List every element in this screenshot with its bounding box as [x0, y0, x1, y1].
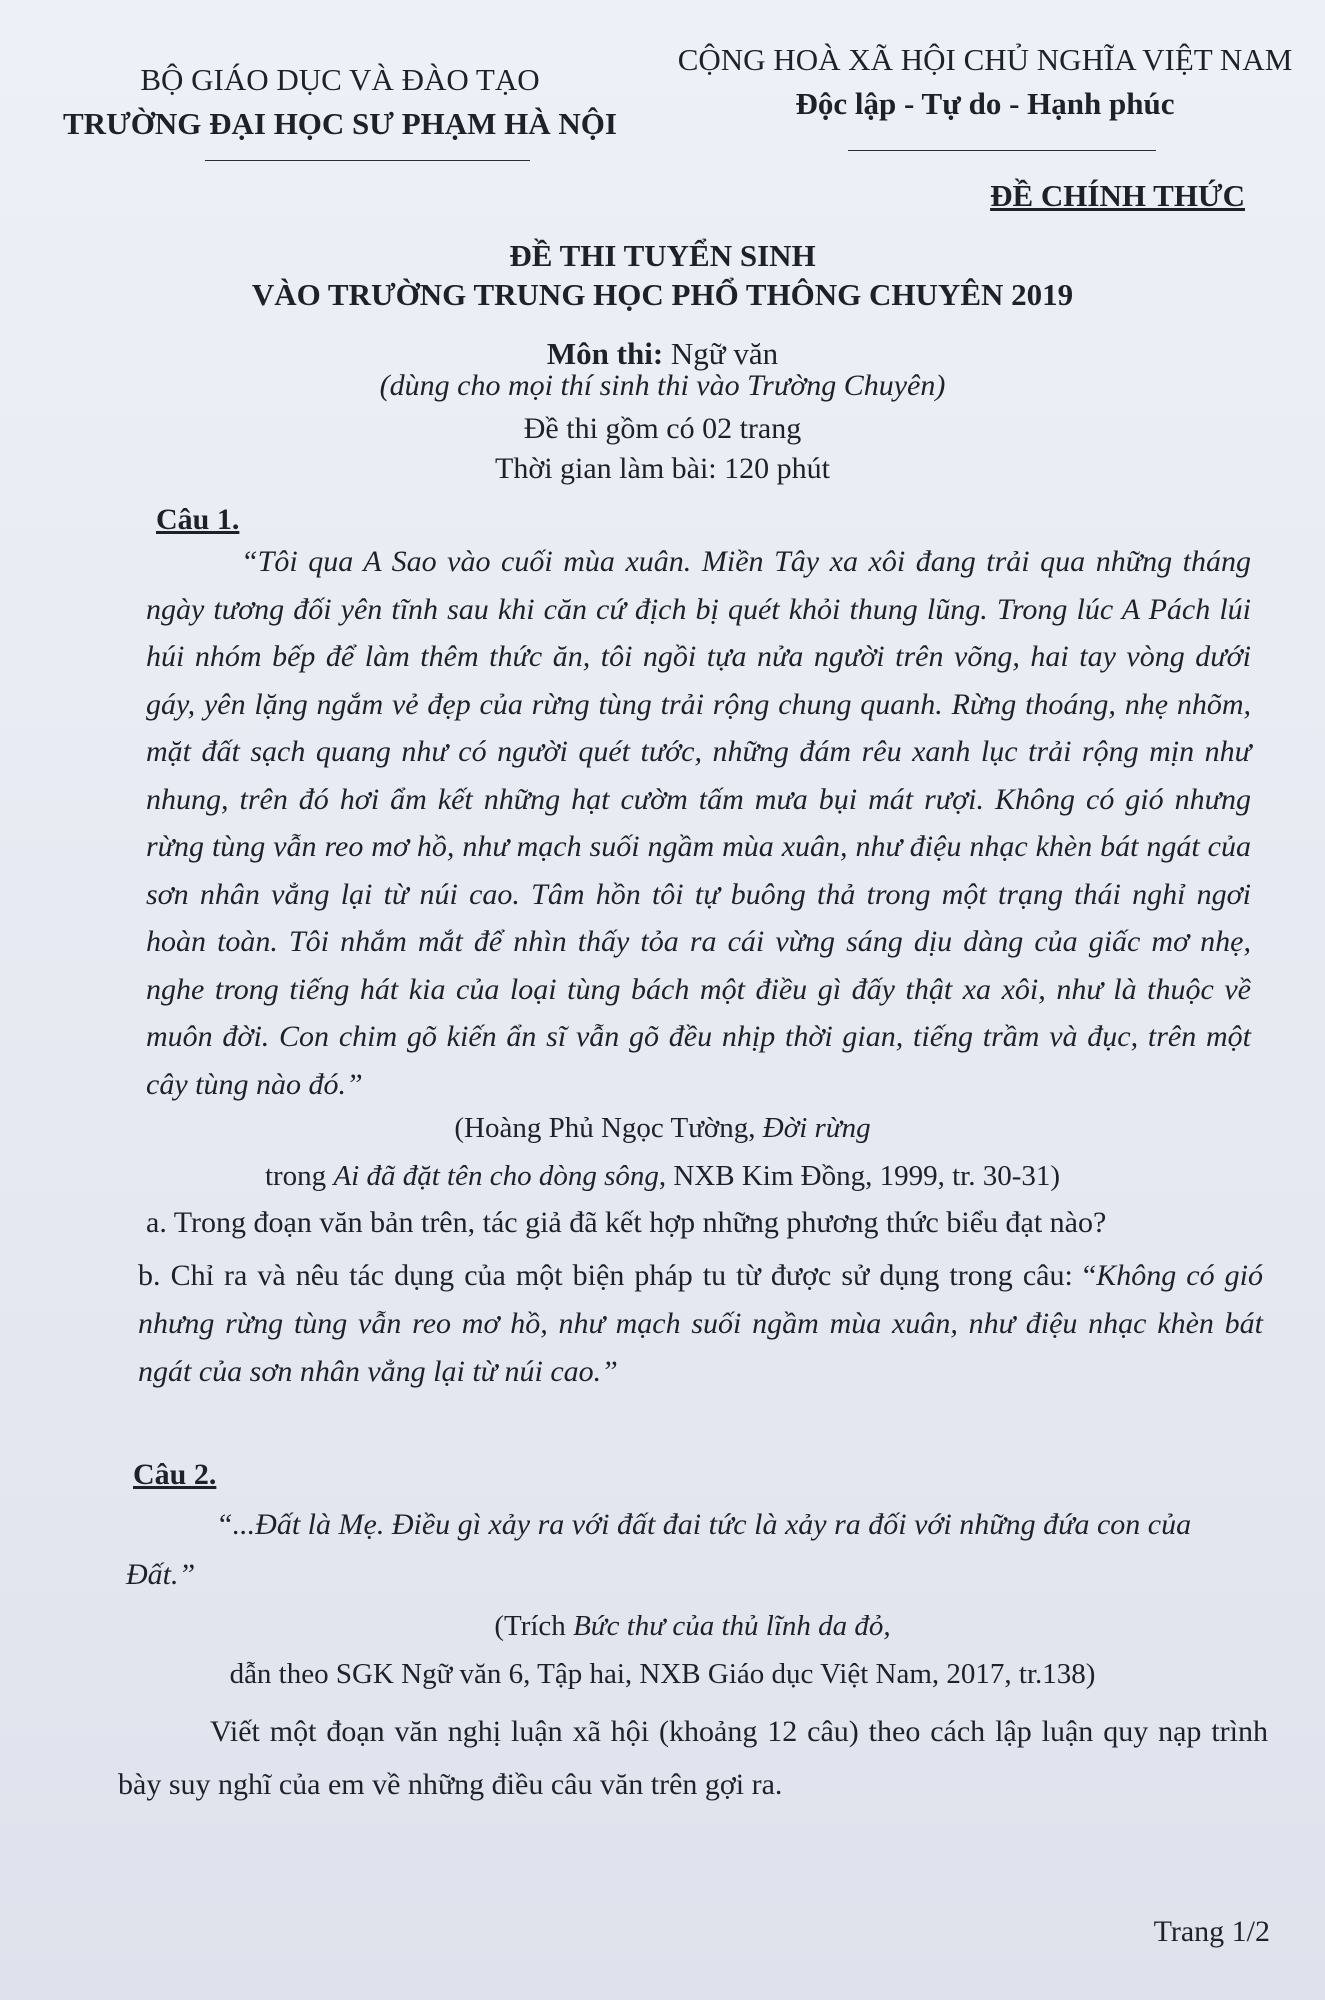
subject-value: Ngữ văn — [663, 336, 779, 371]
question1-source-line2 — [0, 1160, 1325, 1193]
header-right-rule — [848, 150, 1156, 151]
exam-time: Thời gian làm bài: 120 phút — [495, 452, 830, 485]
question2-heading: Câu 2. — [133, 1458, 217, 1491]
question2-task: Viết một đoạn văn nghị luận xã hội (khoảng 12 câu) theo cách lập luận quy nạp trình bày suy nghĩ của em về những điều câu văn trên gợi ra. — [118, 1715, 1268, 1801]
source-author: (Hoàng Phủ Ngọc Tường, — [454, 1112, 763, 1144]
part-b-quote: Không có gió nhưng rừng tùng vẫn reo mơ hồ, như mạch suối ngầm mùa xuân, như điệu nhạc khèn bát ngát của sơn nhân vẳng lại từ núi cao.” — [138, 1259, 1263, 1388]
question1-passage: “Tôi qua A Sao vào cuối mùa xuân. Miền Tây xa xôi đang trải qua những tháng ngày tương đối yên tĩnh sau khi căn cứ địch bị quét khỏi thung lũng. Trong lúc A Pách lúi húi nhóm bếp để làm thêm thức ăn, tôi ngồi tựa nửa người trên võng, hai tay vòng dưới gáy, yên lặng ngắm vẻ đẹp của rừng tùng trải rộng chung quanh. Rừng thoáng, nhẹ nhõm, mặt đất sạch quang như có người quét tước, những đám rêu xanh lục trải rộng mịn như nhung, trên đó hơi ẩm kết những hạt cườm tấm mưa bụi mát rượi. Không có gió nhưng rừng tùng vẫn reo mơ hồ, như mạch suối ngầm mùa xuân, như điệu nhạc khèn bát ngát của sơn nhân vẳng lại từ núi cao. Tâm hồn tôi tự buông thả trong một trạng thái nghỉ ngơi hoàn toàn. Tôi nhắm mắt để nhìn thấy tỏa ra cái vừng sáng dịu dàng của giấc mơ nhẹ, nghe trong tiếng hát kia của loại tùng bách một điều gì đấy thật xa xôi, như là thuộc về muôn đời. Con chim gõ kiến ẩn sĩ vẫn gõ đều nhịp thời gian, tiếng trầm và đục, trên một cây tùng nào đó.” — [146, 545, 1251, 1101]
question2-source-line2: dẫn theo SGK Ngữ văn 6, Tập hai, NXB Giáo dục Việt Nam, 2017, tr.138) — [229, 1658, 1096, 1690]
header-left — [60, 58, 620, 146]
question2-quote: “...Đất là Mẹ. Điều gì xảy ra với đất đai tức là xảy ra đối với những đứa con của Đất.” — [126, 1508, 1192, 1591]
exam-title-line2: VÀO TRƯỜNG TRUNG HỌC PHỔ THÔNG CHUYÊN 2019 — [251, 277, 1074, 312]
question1-part-b — [138, 1252, 1263, 1396]
ministry-name: BỘ GIÁO DỤC VÀ ĐÀO TẠO — [140, 62, 540, 97]
subject-label: Môn thi: — [546, 336, 664, 371]
official-label: ĐỀ CHÍNH THỨC — [990, 178, 1245, 213]
republic-name: CỘNG HOÀ XÃ HỘI CHỦ NGHĨA VIỆT NAM — [677, 42, 1293, 77]
source-publisher: , NXB Kim Đồng, 1999, tr. 30-31) — [658, 1160, 1061, 1192]
university-name: TRƯỜNG ĐẠI HỌC SƯ PHẠM HÀ NỘI — [63, 106, 617, 141]
exam-title-line1: ĐỀ THI TUYỂN SINH — [509, 238, 816, 273]
exam-note: (dùng cho mọi thí sinh thi vào Trường Chuyên) — [379, 369, 946, 402]
question1-heading: Câu 1. — [156, 503, 240, 536]
part-b-prompt: b. Chỉ ra và nêu tác dụng của một biện pháp tu từ được sử dụng trong câu: “ — [138, 1259, 1097, 1292]
header-left-rule — [205, 160, 530, 161]
header-right — [660, 38, 1310, 126]
source-prefix: (Trích — [494, 1610, 574, 1642]
source-work-title: Đời rừng — [762, 1112, 871, 1144]
page-number: Trang 1/2 — [1153, 1915, 1270, 1948]
question1-part-a: a. Trong đoạn văn bản trên, tác giả đã kết hợp những phương thức biểu đạt nào? — [146, 1206, 1107, 1239]
exam-subject — [0, 336, 1325, 372]
question2-source-line1 — [0, 1610, 1325, 1643]
source-book-title: Ai đã đặt tên cho dòng sông — [333, 1160, 659, 1192]
national-motto: Độc lập - Tự do - Hạnh phúc — [795, 86, 1175, 121]
source-letter-title: Bức thư của thủ lĩnh da đỏ, — [573, 1610, 891, 1642]
exam-pages: Đề thi gồm có 02 trang — [523, 412, 802, 445]
source-prefix: trong — [264, 1160, 334, 1192]
question1-source-line1 — [0, 1112, 1325, 1145]
